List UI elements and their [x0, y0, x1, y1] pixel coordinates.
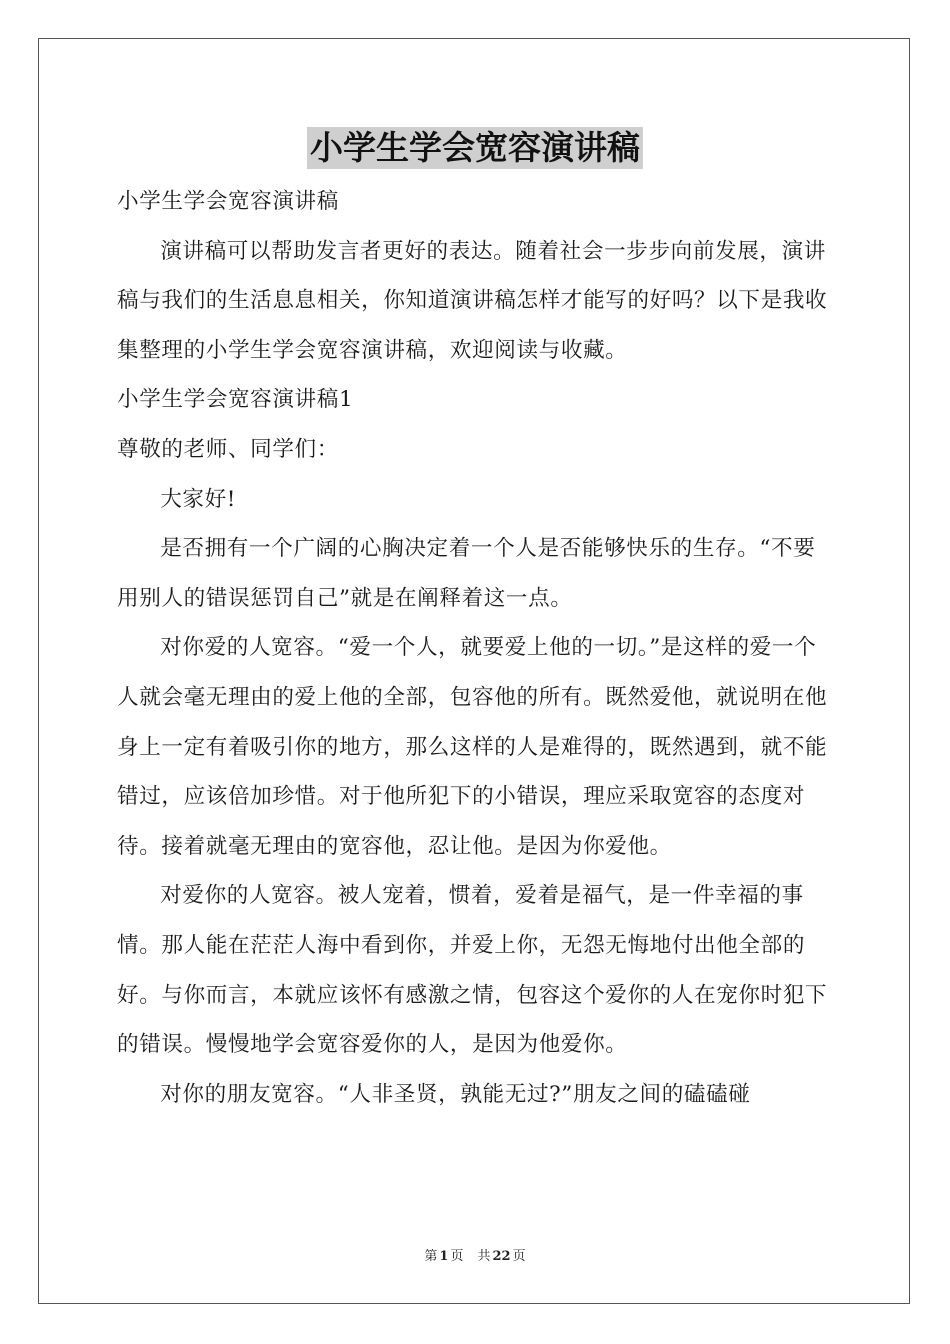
- paragraph: 演讲稿可以帮助发言者更好的表达。随着社会一步步向前发展，演讲稿与我们的生活息息相关，你知道演讲稿怎样才能写的好吗？以下是我收集整理的小学生学会宽容演讲稿，欢迎阅读与收藏。: [117, 238, 828, 363]
- paragraph: 尊敬的老师、同学们：: [117, 436, 339, 462]
- page-prefix: 第: [424, 1249, 438, 1264]
- paragraph: 对你的朋友宽容。“人非圣贤，孰能无过?”朋友之间的磕磕碰: [160, 1081, 751, 1107]
- paragraph: 小学生学会宽容演讲稿: [117, 189, 339, 214]
- title-container: [0, 127, 950, 169]
- paragraph: 是否拥有一个广阔的心胸决定着一个人是否能够快乐的生存。“不要用别人的错误惩罚自己”就是在阐释着这一点。: [117, 536, 816, 611]
- total-prefix: 共: [477, 1249, 491, 1264]
- document-body: [117, 177, 837, 1119]
- total-suffix: 页: [512, 1249, 526, 1264]
- paragraph: 对你爱的人宽容。“爱一个人，就要爱上他的一切。”是这样的爱一个人就会毫无理由的爱上他的全部，包容他的所有。既然爱他，就说明在他身上一定有着吸引你的地方，那么这样的人是难得的，既然遇到，就不能错过，应该倍加珍惜。对于他所犯下的小错误，理应采取宽容的态度对待。接着就毫无理由的宽容他，忍让他。是因为你爱他。: [117, 635, 828, 859]
- total-pages: 22: [492, 1249, 511, 1264]
- paragraph: 大家好!: [160, 486, 237, 512]
- page-suffix: 页: [450, 1249, 464, 1264]
- document-title: 小学生学会宽容演讲稿: [307, 127, 643, 169]
- page-footer: [0, 1245, 950, 1264]
- paragraph: 对爱你的人宽容。被人宠着，惯着，爱着是福气，是一件幸福的事情。那人能在茫茫人海中看到你，并爱上你，无怨无悔地付出他全部的好。与你而言，本就应该怀有感激之情，包容这个爱你的人在宠你时犯下的错误。慢慢地学会宽容爱你的人，是因为他爱你。: [117, 883, 828, 1058]
- page-number: 1: [439, 1249, 449, 1264]
- paragraph: 小学生学会宽容演讲稿1: [117, 387, 354, 413]
